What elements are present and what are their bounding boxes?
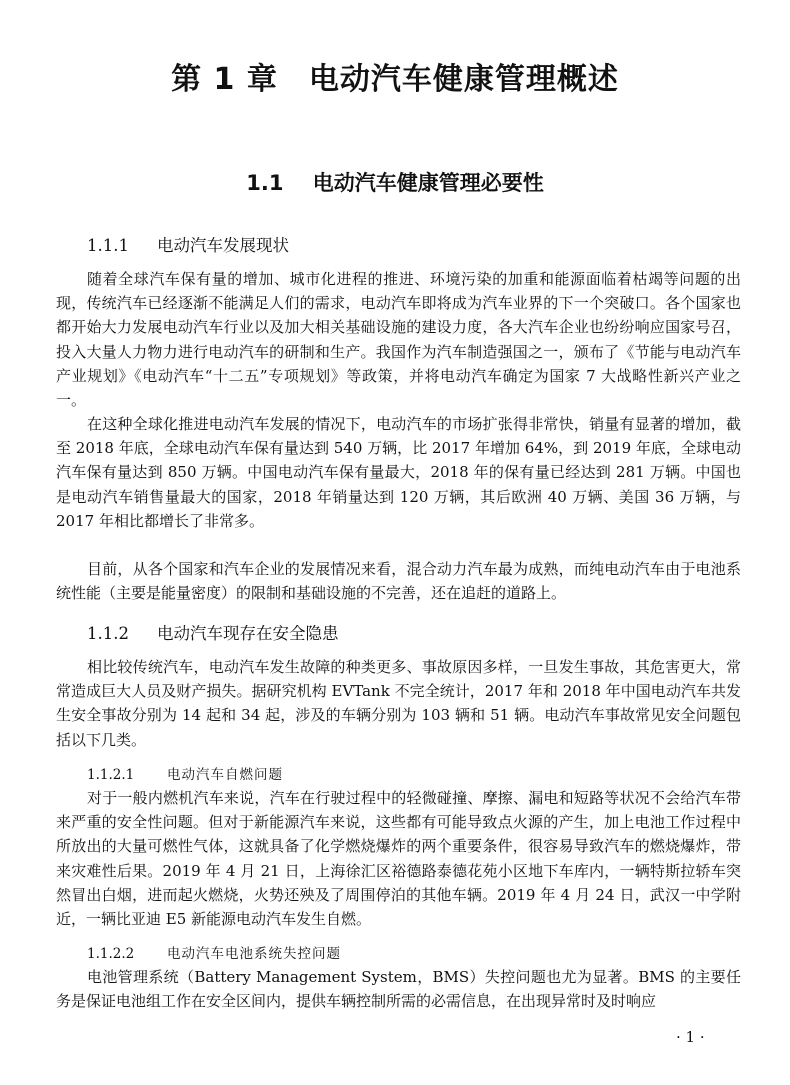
paragraph-1: 随着全球汽车保有量的增加、城市化进程的推进、环境污染的加重和能源面临着枯竭等问题的出现，传统汽车已经逐渐不能满足人们的需求，电动汽车即将成为汽车业界的下一个突破口。各个国家也都开始大力发展电动汽车行业以及加大相关基础设施的建设力度，各大汽车企业也纷纷响应国家号召，投入大量人力物力进行电动汽车的研制和生产。我国作为汽车制造强国之一，颁布了《节能与电动汽车产业规划》《电动汽车“十二五”专项规划》等政策，并将电动汽车确定为国家 7 大战略性新兴产业之一。 bbox=[56, 270, 741, 410]
subsubsection-heading-1 bbox=[87, 763, 283, 783]
paragraph-4: 相比较传统汽车，电动汽车发生故障的种类更多、事故原因多样，一旦发生事故，其危害更大，常常造成巨大人员及财产损失。据研究机构 EVTank 不完全统计，2017 年和 2018 年中国电动汽车共发生安全事故分别为 14 起和 34 起，涉及的车辆分别为 103 辆和 51 辆。电动汽车事故常见安全问题包括以下几类。 bbox=[56, 658, 741, 749]
subsection-number: 1.1.1 bbox=[87, 236, 129, 255]
section-title-text: 电动汽车健康管理必要性 bbox=[312, 171, 544, 195]
section-title bbox=[0, 167, 790, 197]
subsubsection-title: 电动汽车自燃问题 bbox=[167, 767, 283, 783]
subsection-title: 电动汽车发展现状 bbox=[157, 236, 289, 255]
subsection-heading-2 bbox=[87, 620, 339, 644]
paragraph-6: 电池管理系统（Battery Management System，BMS）失控问题也尤为显著。BMS 的主要任务是保证电池组工作在安全区间内，提供车辆控制所需的必需信息，在出现异常时及时响应 bbox=[56, 968, 741, 1011]
section-number: 1.1 bbox=[246, 171, 284, 195]
subsubsection-title: 电动汽车电池系统失控问题 bbox=[167, 946, 341, 962]
subsection-heading-1 bbox=[87, 232, 289, 256]
subsubsection-heading-2 bbox=[87, 942, 341, 962]
subsubsection-number: 1.1.2.2 bbox=[87, 946, 135, 962]
subsection-title: 电动汽车现存在安全隐患 bbox=[157, 624, 339, 643]
paragraph-2: 在这种全球化推进电动汽车发展的情况下，电动汽车的市场扩张得非常快，销量有显著的增加，截至 2018 年底，全球电动汽车保有量达到 540 万辆，比 2017 年增加 64%，到 2019 年底，全球电动汽车保有量达到 850 万辆。中国电动汽车保有量最大，2018 年的保有量已经达到 281 万辆。中国也是电动汽车销售量最大的国家，2018 年销量达到 120 万辆，其后欧洲 40 万辆、美国 36 万辆，与 2017 年相比都增长了非常多。 bbox=[56, 415, 741, 530]
page-number: · 1 · bbox=[676, 1028, 705, 1046]
chapter-title: 第 1 章 电动汽车健康管理概述 bbox=[171, 62, 619, 97]
subsection-number: 1.1.2 bbox=[87, 624, 129, 643]
paragraph-5: 对于一般内燃机汽车来说，汽车在行驶过程中的轻微碰撞、摩擦、漏电和短路等状况不会给汽车带来严重的安全性问题。但对于新能源汽车来说，这些都有可能导致点火源的产生，加上电池工作过程中所放出的大量可燃性气体，这就具备了化学燃烧爆炸的两个重要条件，很容易导致汽车的燃烧爆炸，带来灾难性后果。2019 年 4 月 21 日，上海徐汇区裕德路泰德花苑小区地下车库内，一辆特斯拉轿车突然冒出白烟，进而起火燃烧，火势还殃及了周围停泊的其他车辆。2019 年 4 月 24 日，武汉一中学附近，一辆比亚迪 E5 新能源电动汽车发生自燃。 bbox=[56, 789, 741, 929]
paragraph-3: 目前，从各个国家和汽车企业的发展情况来看，混合动力汽车最为成熟，而纯电动汽车由于电池系统性能（主要是能量密度）的限制和基础设施的不完善，还在追赶的道路上。 bbox=[56, 560, 741, 603]
subsubsection-number: 1.1.2.1 bbox=[87, 767, 135, 783]
